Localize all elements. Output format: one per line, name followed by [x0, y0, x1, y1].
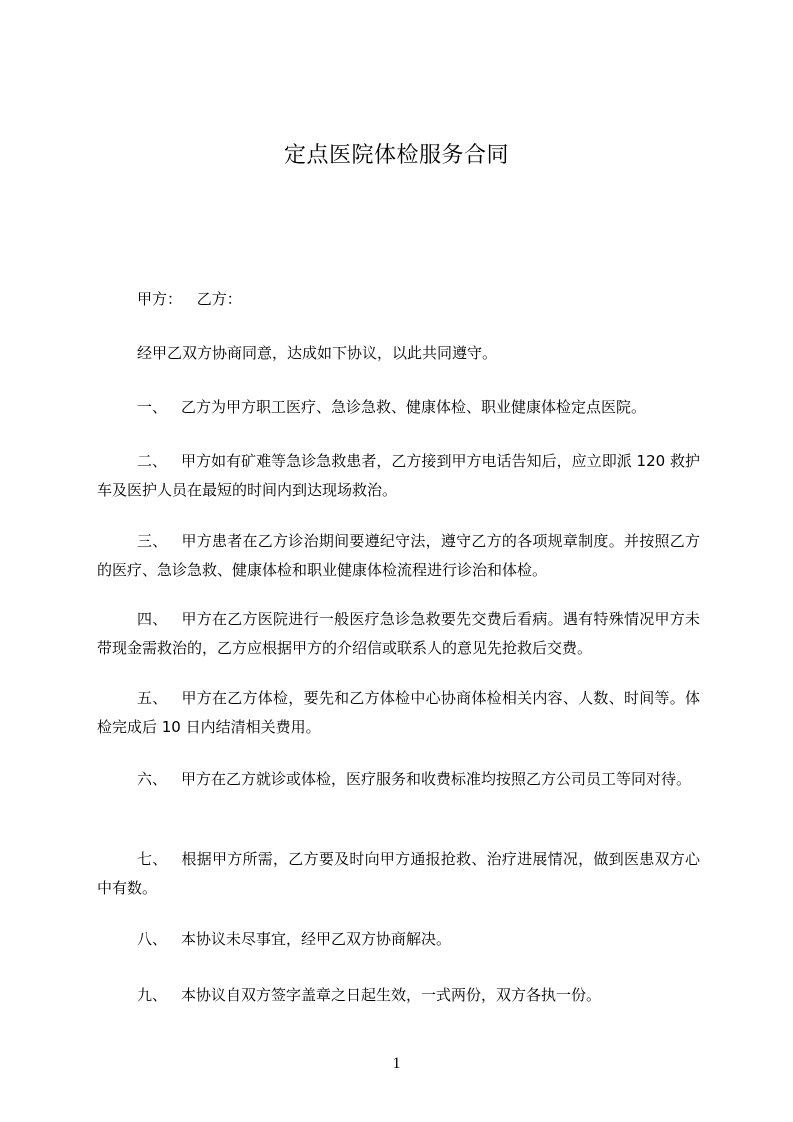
clause-8 — [97, 925, 700, 954]
clause-number: 一、 — [137, 398, 168, 416]
clause-number: 九、 — [137, 986, 168, 1004]
clause-text: 甲方患者在乙方诊治期间要遵纪守法，遵守乙方的各项规章制度。并按照乙方的医疗、急诊急救、健康体检和职业健康体检流程进行诊治和体检。 — [97, 532, 700, 579]
clause-text: 甲方在乙方就诊或体检，医疗服务和收费标准均按照乙方公司员工等同对待。 — [181, 770, 692, 788]
clause-number: 五、 — [137, 689, 168, 707]
clause-5 — [97, 684, 700, 742]
clause-text: 甲方在乙方体检，要先和乙方体检中心协商体检相关内容、人数、时间等。体检完成后 10 日内结清相关费用。 — [97, 689, 700, 736]
parties-line — [97, 285, 700, 314]
preamble — [97, 339, 700, 368]
clause-4 — [97, 605, 700, 663]
clause-text: 根据甲方所需，乙方要及时向甲方通报抢救、治疗进展情况，做到医患双方心中有数。 — [97, 850, 700, 897]
clause-1 — [97, 393, 700, 422]
page-number: 1 — [392, 1055, 401, 1072]
page-title: 定点医院体检服务合同 — [283, 143, 509, 168]
clause-number: 三、 — [137, 532, 168, 550]
clause-number: 四、 — [137, 610, 168, 628]
clause-text: 乙方为甲方职工医疗、急诊急救、健康体检、职业健康体检定点医院。 — [181, 398, 647, 416]
clause-number: 七、 — [137, 850, 168, 868]
clause-6 — [97, 765, 700, 794]
clause-text: 甲方如有矿难等急诊急救患者，乙方接到甲方电话告知后，应立即派 120 救护车及医护人员在最短的时间内到达现场救治。 — [97, 452, 700, 499]
clause-9 — [97, 981, 700, 1010]
clause-7 — [97, 845, 700, 903]
clause-3 — [97, 527, 700, 585]
clause-text: 本协议未尽事宜，经甲乙双方协商解决。 — [181, 930, 452, 948]
clause-number: 二、 — [137, 452, 168, 470]
party-b-label: 乙方： — [196, 290, 242, 308]
clause-number: 八、 — [137, 930, 168, 948]
party-a-label: 甲方： — [137, 290, 183, 308]
clause-text: 本协议自双方签字盖章之日起生效，一式两份，双方各执一份。 — [181, 986, 602, 1004]
clause-2 — [97, 447, 700, 505]
preamble-text: 经甲乙双方协商同意，达成如下协议，以此共同遵守。 — [137, 344, 498, 362]
clause-text: 甲方在乙方医院进行一般医疗急诊急救要先交费后看病。遇有特殊情况甲方未带现金需救治的，乙方应根据甲方的介绍信或联系人的意见先抢救后交费。 — [97, 610, 700, 657]
clause-number: 六、 — [137, 770, 168, 788]
